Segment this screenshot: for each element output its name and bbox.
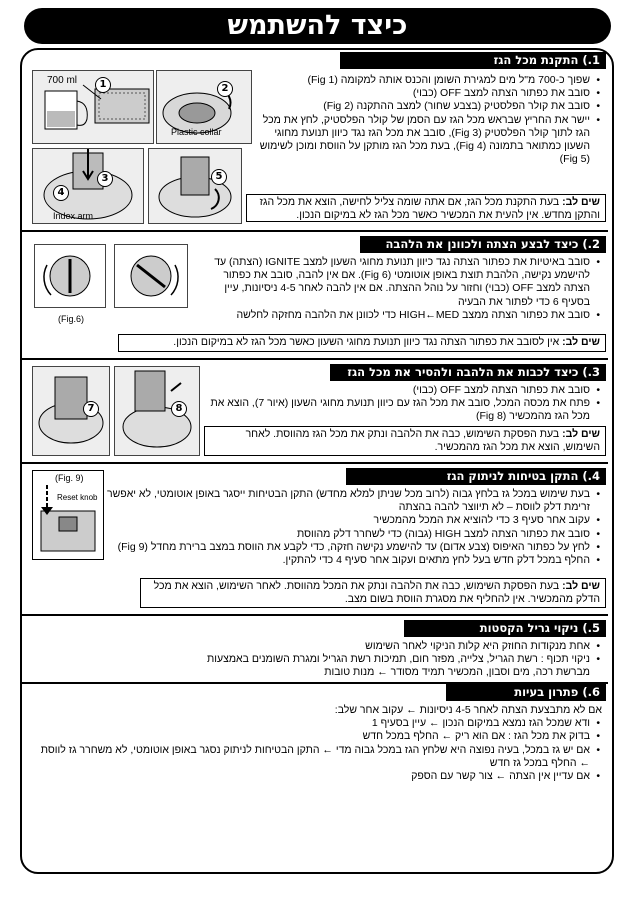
note-label: שים לב: [562, 580, 600, 592]
section-6-body [40, 704, 602, 783]
divider [22, 230, 608, 232]
s1-item: • סובב את קולר הפלסטיק (בצבע שחור) למצב ההתקנה (Fig 2) [250, 100, 590, 113]
fig-8-number: 8 [171, 401, 187, 417]
fig-8-image [114, 366, 200, 456]
s4-item: • בעת שימוש במכל גז בלחץ גבוה (לרוב מכל שניתן למלא מחדש) התקן הבטיחות ייסגר באופן אוטומטי, לא יאפשר זרימת דלק לווסת – לא תיווצר להבה בהצתה [106, 488, 590, 514]
section-6-header: 6.) פתרון בעיות [446, 684, 606, 701]
reset-knob-label: Reset knob [57, 493, 98, 502]
fig-collar-label: Plastic collar [171, 127, 222, 137]
s6-intro: אם לא מתבצעת הצתה לאחר 4-5 ניסיונות ← עקוב אחר שלב: [334, 704, 602, 716]
s6-item: • בדוק את מכל הגז : אם הוא ריק ← החלף במכל חדש [40, 730, 590, 743]
fig-1-number: 1 [95, 77, 111, 93]
fig-1-label: 700 ml [47, 75, 78, 86]
fig-4-number: 4 [53, 185, 69, 201]
note-text: אין לסובב את כפתור הצתה נגד כיוון תנועת מחוגי השעון כאשר מכל הגז לא במיקום הנכון. [173, 336, 560, 348]
section-3-list [204, 384, 602, 424]
s4-item: • לחץ על כפתור האיפוס (צבע אדום) עד להישמע נקישה חזקה, כדי לקבע את הווסת במצב ברירת מחדל (Fig 9) [106, 541, 590, 554]
fig-6a-image [34, 244, 106, 308]
section-4-header: 4.) התקן בטיחות לניתוק הגז [346, 468, 606, 485]
s4-item: • החלף במכל דלק חדש בעל לחץ מתאים ועקוב אחר סעיף 4 כדי להתקין. [106, 554, 590, 567]
section-3-note [204, 426, 606, 456]
note-text: בעת התקנת מכל הגז, אם אתה שומה צליל לחישה, הוצא את מכל הגז והתקן מחדש. אין להעית את המכשיר כאשר מכל הגז לא במיקום הנכון. [259, 196, 600, 221]
s1-item: • סובב את כפתור הצתה למצב OFF (כבוי) [250, 87, 590, 100]
section-5-header: 5.) ניקוי גריל הקסטות [404, 620, 606, 637]
s3-item: • פתח את מכסה המכל, סובב את מכל הגז עם כיוון תנועת מחוגי השעון (איור 7), הוצא את מכל הגז מהמכשיר (Fig 8) [204, 397, 590, 423]
section-5-list [190, 640, 602, 680]
s6-item: • ודא שמכל הגז נמצא במיקום הנכון ← עיין בסעיף 1 [40, 717, 590, 730]
s3-item: • סובב את כפתור הצתה למצב OFF (כבוי) [204, 384, 590, 397]
divider [22, 462, 608, 464]
note-text: בעת הפסקת השימוש, כבה את הלהבה ונתק את המכל מהווסת. לאחר השימוש, הוצא את מכל הדלק מהמכשיר. אין להחליף את מסגרת הווסת בשום מצב. [153, 580, 600, 605]
section-1-header: 1.) התקנת מכל הגז [340, 52, 606, 69]
fig-7-image [32, 366, 110, 456]
fig-2-image [156, 70, 252, 144]
fig-6-caption: (Fig.6) [58, 314, 85, 324]
divider [22, 614, 608, 616]
s5-item: • ניקוי תכוף : רשת הגריל, צלייה, מפזר חום, תמיכות רשת הגריל ומגרת השומנים באמצעות מברשת רכה, מים וסבון, המכשיר תמיד מסודר ← מנות טובות [190, 653, 590, 679]
section-4-note [140, 578, 606, 608]
note-text: בעת הפסקת השימוש, כבה את הלהבה ונתק את מכל הגז מהווסת. לאחר השימוש, הוצא את מכל הגז מהמכשיר. [245, 428, 600, 453]
s1-item: • שפוך כ-700 מ"ל מים למגירת השומן והכנס אותה למקומה (Fig 1) [250, 74, 590, 87]
note-label: שים לב: [562, 428, 600, 440]
s5-item: • אחת מנקודות החוזק היא קלות הניקוי לאחר השימוש [190, 640, 590, 653]
section-4-list [106, 488, 602, 567]
fig-5-number: 5 [211, 169, 227, 185]
fig-3-number: 3 [97, 171, 113, 187]
section-1-list [250, 74, 602, 166]
s1-item: • יישר את החריץ שבראש מכל הגז עם הסמן של קולר הפלסטיק, לחץ את מכל הגז לתוך קולר הפלסטיק (Fig 3), סובב את מכל הגז נגד כיוון תנועת מחוגי השעון כמתואר בתמונה (Fig 4), בעת מכל הגז מותקן על הווסת ומוכן לשימוש (Fig 5) [250, 114, 590, 167]
fig-7-number: 7 [83, 401, 99, 417]
section-2-header: 2.) כיצד לבצע הצתה ולכוונן את הלהבה [360, 236, 606, 253]
section-2-list [196, 256, 602, 322]
fig-9-image [32, 470, 104, 560]
s2-item: • סובב את כפתור הצתה ממצב HIGH←MED כדי לכוונן את הלהבה מחזקה לחלשה [196, 309, 590, 322]
section-1-note [246, 194, 606, 222]
s4-item: • סובב את כפתור הצתה למצב HIGH (גבוה) כדי לשחרר דלק מהווסת [106, 528, 590, 541]
section-3-header: 3.) כיצד לכבות את הלהבה ולהסיר את מכל הגז [330, 364, 606, 381]
s6-item: • אם עדיין אין הצתה ← צור קשר עם הספק [40, 770, 590, 783]
fig-6b-image [114, 244, 188, 308]
page-title: כיצד להשתמש [24, 8, 611, 44]
fig-9-caption: (Fig. 9) [55, 473, 84, 483]
fig-index-label: Index arm [53, 211, 94, 221]
s4-item: • עקוב אחר סעיף 3 כדי להוציא את המכל מהמכשיר [106, 514, 590, 527]
fig-5-image [148, 148, 242, 224]
fig-1-image [32, 70, 154, 144]
note-label: שים לב: [562, 336, 600, 348]
note-label: שים לב: [562, 196, 600, 208]
s6-item: • אם יש גז במכל, בעיה נפוצה היא שלחץ הגז במכל גבוה מדי ← התקן הבטיחות לניתוק נסגר באופן אוטומטי, לא משחרר גז לווסת ← החלף במכל גז חדש [40, 744, 590, 770]
fig-3-4-image [32, 148, 144, 224]
divider [22, 358, 608, 360]
s2-item: • סובב באיטיות את כפתור הצתה נגד כיוון תנועת מחוגי השעון למצב IGNITE (הצתה) עד להישמע נקישה, הלהבת תוצת באופן אוטומטי (Fig 6). אם אין להבה, סובב את כפתור הצתה למצב OFF (כבוי) וחזור על נוהל ההצתה. אם אין להבה לאחר 4-5 ניסיונות, עיין בסעיף 6 כדי לפתור את הבעיה [196, 256, 590, 309]
fig-2-number: 2 [217, 81, 233, 97]
section-2-note [118, 334, 606, 352]
